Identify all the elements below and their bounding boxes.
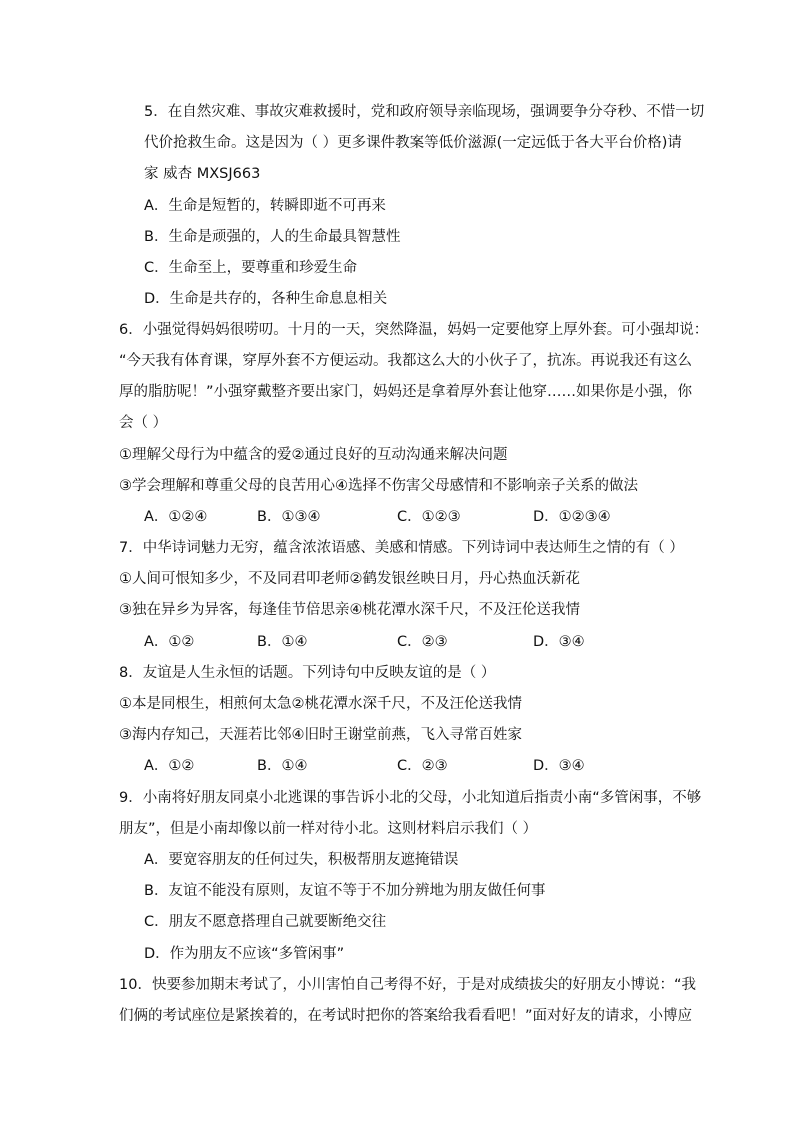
q8-option-d: D．③④ xyxy=(533,758,585,774)
q6-option-c: C．①②③ xyxy=(397,509,461,525)
q9-option-b: B．友谊不能没有原则，友谊不等于不加分辨地为朋友做任何事 xyxy=(144,883,546,899)
q7-option-d: D．③④ xyxy=(533,634,585,650)
q7-items-line-1: ①人间可恨知多少，不及同君叩老师②鹤发银丝映日月，丹心热血沃新花 xyxy=(119,571,580,587)
q5-option-c: C．生命至上，要尊重和珍爱生命 xyxy=(144,260,358,276)
q9-stem-line-1: 9．小南将好朋友同桌小北逃课的事告诉小北的父母，小北知道后指责小南“多管闲事，不够 xyxy=(119,790,702,806)
q8-option-a: A．①② xyxy=(144,758,195,774)
q7-option-b: B．①④ xyxy=(257,634,308,650)
q6-stem-line-3: 厚的脂肪呢！”小强穿戴整齐要出家门，妈妈还是拿着厚外套让他穿……如果你是小强，你 xyxy=(119,384,693,400)
q6-option-a: A．①②④ xyxy=(144,509,208,525)
q8-items-line-1: ①本是同根生，相煎何太急②桃花潭水深千尺，不及汪伦送我情 xyxy=(119,696,522,712)
q8-stem-line-1: 8．友谊是人生永恒的话题。下列诗句中反映友谊的是（ ） xyxy=(119,665,496,681)
q5-option-a: A．生命是短暂的，转瞬即逝不可再来 xyxy=(144,198,386,214)
q5-option-b: B．生命是顽强的，人的生命最具智慧性 xyxy=(144,229,401,245)
q7-stem-line-1: 7．中华诗词魅力无穷，蕴含浓浓语感、美感和情感。下列诗词中表达师生之情的有（ ） xyxy=(119,540,684,556)
q9-option-d: D．作为朋友不应该“多管闲事” xyxy=(144,946,345,962)
q9-option-c: C．朋友不愿意搭理自己就要断绝交往 xyxy=(144,914,387,930)
q8-option-c: C．②③ xyxy=(397,758,448,774)
q5-stem-line-1: 5．在自然灾难、事故灾难救援时，党和政府领导亲临现场，强调要争分夺秒、不惜一切 xyxy=(144,104,705,120)
q10-stem-line-2: 们俩的考试座位是紧挨着的，在考试时把你的答案给我看看吧！”面对好友的请求，小博应 xyxy=(119,1008,693,1024)
q7-items-line-2: ③独在异乡为异客，每逢佳节倍思亲④桃花潭水深千尺，不及汪伦送我情 xyxy=(119,602,580,618)
q7-option-a: A．①② xyxy=(144,634,195,650)
q8-items-line-2: ③海内存知己，天涯若比邻④旧时王谢堂前燕，飞入寻常百姓家 xyxy=(119,727,522,743)
q5-option-d: D．生命是共存的，各种生命息息相关 xyxy=(144,291,388,307)
q6-stem-line-2: “今天我有体育课，穿厚外套不方便运动。我都这么大的小伙子了，抗冻。再说我还有这么 xyxy=(119,353,693,369)
q6-option-d: D．①②③④ xyxy=(533,509,611,525)
q6-option-b: B．①③④ xyxy=(257,509,321,525)
q9-stem-line-2: 朋友”，但是小南却像以前一样对待小北。这则材料启示我们（ ） xyxy=(119,821,538,837)
q10-stem-line-1: 10．快要参加期末考试了，小川害怕自己考得不好，于是对成绩拔尖的好朋友小博说：“我 xyxy=(119,977,696,993)
q5-stem-line-3: 家 威杏 MXSJ663 xyxy=(144,166,261,182)
q5-stem-line-2: 代价抢救生命。这是因为（ ）更多课件教案等低价滋源(一定远低于各大平台价格)请 xyxy=(144,135,682,151)
q6-items-line-1: ①理解父母行为中蕴含的爱②通过良好的互动沟通来解决问题 xyxy=(119,447,508,463)
q7-option-c: C．②③ xyxy=(397,634,448,650)
q8-option-b: B．①④ xyxy=(257,758,308,774)
q6-stem-line-1: 6．小强觉得妈妈很唠叨。十月的一天，突然降温，妈妈一定要他穿上厚外套。可小强却说： xyxy=(119,322,709,338)
q6-items-line-2: ③学会理解和尊重父母的良苦用心④选择不伤害父母感情和不影响亲子关系的做法 xyxy=(119,478,638,494)
q9-option-a: A．要宽容朋友的任何过失，积极帮朋友遮掩错误 xyxy=(144,852,459,868)
q6-stem-line-4: 会（ ） xyxy=(119,415,168,431)
